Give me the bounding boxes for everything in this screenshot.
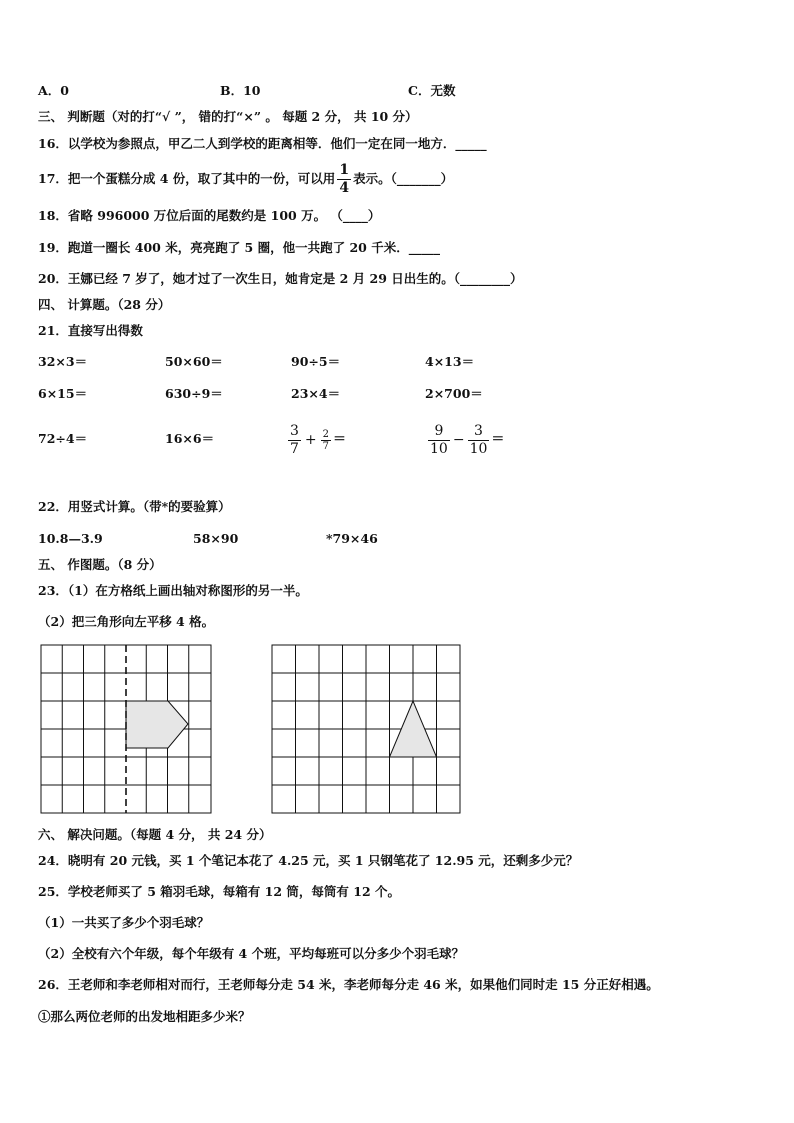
calc-item: 23×4＝ bbox=[291, 386, 341, 401]
fraction-denominator: 10 bbox=[430, 440, 448, 457]
question-17-fraction bbox=[337, 162, 351, 197]
operator: − bbox=[452, 432, 465, 448]
calc-item: 90÷5＝ bbox=[291, 354, 341, 369]
grid-paper-translation bbox=[271, 644, 463, 816]
section-5-header: 五、 作图题。（8 分） bbox=[38, 557, 162, 572]
calc-item: 50×60＝ bbox=[165, 354, 223, 369]
fraction bbox=[468, 423, 490, 458]
fraction-numerator: 9 bbox=[428, 423, 450, 441]
fraction-numerator: 2 bbox=[322, 428, 330, 440]
calc-item: 6×15＝ bbox=[38, 386, 88, 401]
calc-item: 32×3＝ bbox=[38, 354, 88, 369]
fraction-denominator: 10 bbox=[469, 440, 488, 457]
question-18: 18．省略 996000 万位后面的尾数约是 100 万。 （____） bbox=[38, 208, 381, 223]
question-25-part-1: （1）一共买了多少个羽毛球？ bbox=[38, 915, 210, 930]
fraction-expression-2 bbox=[426, 420, 504, 460]
question-21-title: 21．直接写出得数 bbox=[38, 323, 143, 338]
grid-paper-symmetry bbox=[40, 644, 214, 816]
question-16: 16．以学校为参照点，甲乙二人到学校的距离相等．他们一定在同一地方．_____ bbox=[38, 136, 487, 151]
operator: + bbox=[304, 432, 317, 448]
question-17-text: 17．把一个蛋糕分成 4 份，取了其中的一份，可以用 bbox=[38, 171, 336, 186]
question-26-part-1: ①那么两位老师的出发地相距多少米？ bbox=[38, 1009, 251, 1024]
section-6-header: 六、 解决问题。（每题 4 分， 共 24 分） bbox=[38, 827, 272, 842]
question-24: 24．晓明有 20 元钱，买 1 个笔记本花了 4.25 元，买 1 只钢笔花了 12.95 元，还剩多少元？ bbox=[38, 853, 579, 868]
equals-sign: ＝ bbox=[333, 432, 347, 447]
section-4-header: 四、 计算题。（28 分） bbox=[38, 297, 171, 312]
half-pentagon-shape bbox=[126, 701, 188, 748]
question-17 bbox=[38, 161, 454, 196]
choice-c: C．无数 bbox=[408, 83, 456, 98]
calc-item: 630÷9＝ bbox=[165, 386, 223, 401]
section-3-header: 三、 判断题（对的打“√ ”， 错的打“×” 。 每题 2 分， 共 10 分） bbox=[38, 109, 418, 124]
fraction-numerator: 3 bbox=[468, 423, 490, 441]
question-26-stem: 26．王老师和李老师相对而行，王老师每分走 54 米，李老师每分走 46 米，如果他们同时走 15 分正好相遇。 bbox=[38, 977, 659, 992]
vertical-calc-item: *79×46 bbox=[326, 531, 378, 546]
vertical-calc-item: 58×90 bbox=[193, 531, 239, 546]
fraction-denominator: 7 bbox=[322, 440, 330, 452]
fraction bbox=[428, 423, 450, 458]
question-20: 20．王娜已经 7 岁了，她才过了一次生日，她肯定是 2 月 29 日出生的。（________） bbox=[38, 271, 523, 286]
question-25-part-2: （2）全校有六个年级，每个年级有 4 个班，平均每班可以分多少个羽毛球？ bbox=[38, 946, 465, 961]
choice-b: B．10 bbox=[220, 83, 261, 98]
calc-item: 2×700＝ bbox=[425, 386, 483, 401]
equals-sign: ＝ bbox=[491, 432, 505, 447]
question-22-title: 22．用竖式计算。（带*的要验算） bbox=[38, 499, 231, 514]
question-17-text-after: 表示。（_______） bbox=[353, 171, 454, 186]
fraction-denominator: 4 bbox=[339, 179, 350, 196]
question-23-part-1: 23．（1）在方格纸上画出轴对称图形的另一半。 bbox=[38, 583, 308, 598]
calc-item: 72÷4＝ bbox=[38, 431, 88, 446]
calc-item: 4×13＝ bbox=[425, 354, 475, 369]
choice-a: A．0 bbox=[38, 83, 69, 98]
fraction-denominator: 7 bbox=[290, 440, 299, 457]
question-25-stem: 25．学校老师买了 5 箱羽毛球，每箱有 12 筒，每筒有 12 个。 bbox=[38, 884, 400, 899]
fraction bbox=[321, 429, 331, 452]
calc-item: 16×6＝ bbox=[165, 431, 215, 446]
fraction-numerator: 3 bbox=[290, 422, 299, 439]
fraction-expression-1 bbox=[286, 420, 346, 460]
fraction bbox=[288, 423, 301, 458]
question-23-part-2: （2）把三角形向左平移 4 格。 bbox=[38, 614, 215, 629]
vertical-calc-item: 10.8—3.9 bbox=[38, 531, 103, 546]
fraction-numerator: 1 bbox=[339, 161, 350, 178]
question-19: 19．跑道一圈长 400 米，亮亮跑了 5 圈，他一共跑了 20 千米．_____ bbox=[38, 240, 440, 255]
